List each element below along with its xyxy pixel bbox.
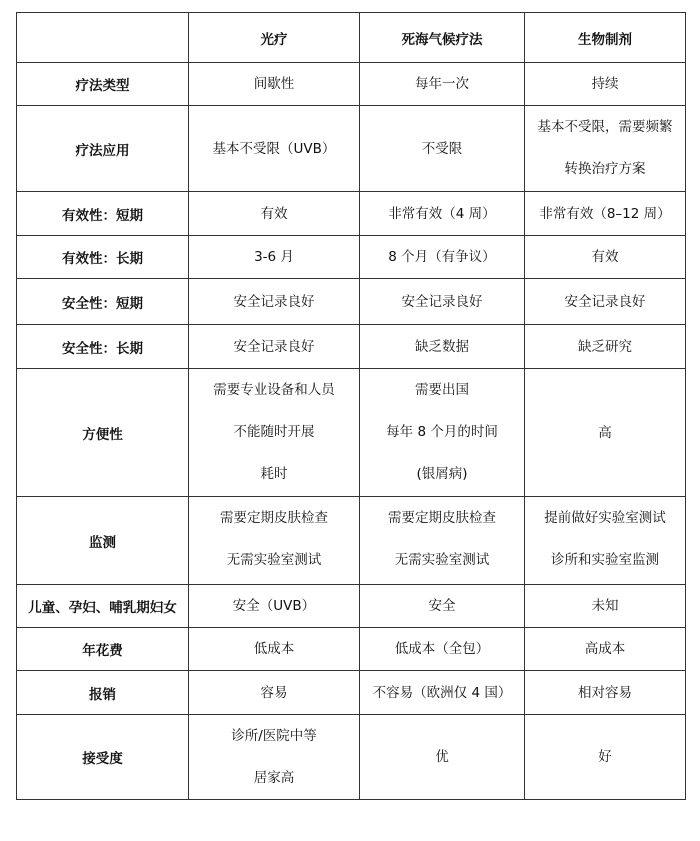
cell-text: 有效 xyxy=(260,205,288,222)
row-label: 疗法类型 xyxy=(17,63,189,106)
table-cell xyxy=(360,628,525,671)
header-biologics: 生物制剂 xyxy=(525,13,686,63)
table-cell xyxy=(525,236,686,279)
table-cell xyxy=(360,671,525,715)
cell-text: 安全记录良好 xyxy=(233,293,315,310)
header-row xyxy=(17,13,686,63)
cell-text: 容易 xyxy=(260,684,288,701)
row-label: 疗法应用 xyxy=(17,106,189,192)
cell-text: 高成本 xyxy=(584,641,626,657)
table-row xyxy=(17,192,686,236)
cell-text: 缺乏数据 xyxy=(415,338,469,355)
cell-text: 缺乏研究 xyxy=(578,338,632,355)
table-cell xyxy=(189,671,360,715)
cell-text: 持续 xyxy=(591,76,619,92)
table-cell xyxy=(525,279,686,325)
cell-text: 安全 xyxy=(428,598,456,614)
table-cell xyxy=(189,236,360,279)
table-row xyxy=(17,585,686,628)
table-row xyxy=(17,671,686,715)
table-row xyxy=(17,325,686,369)
comparison-table xyxy=(16,12,686,800)
cell-text: 居家高 xyxy=(253,770,295,786)
cell-text: 低成本（全包） xyxy=(394,641,490,657)
cell-text: 每年一次 xyxy=(415,76,469,92)
table-cell xyxy=(189,106,360,192)
cell-text: 无需实验室测试 xyxy=(394,552,490,568)
cell-text: 转换治疗方案 xyxy=(564,161,646,177)
table-cell xyxy=(360,236,525,279)
row-label: 儿童、孕妇、哺乳期妇女 xyxy=(17,585,189,628)
cell-text: 安全记录良好 xyxy=(401,293,483,310)
table-cell xyxy=(525,671,686,715)
cell-text: (银屑病) xyxy=(416,466,468,482)
cell-text: 不受限 xyxy=(421,140,463,157)
cell-text: 耗时 xyxy=(260,466,288,482)
table-cell xyxy=(360,279,525,325)
table-cell xyxy=(525,63,686,106)
cell-text: 非常有效（8–12 周） xyxy=(539,205,671,222)
cell-text: 提前做好实验室测试 xyxy=(544,510,666,526)
table-cell xyxy=(525,369,686,497)
table-row xyxy=(17,497,686,585)
table-cell xyxy=(360,497,525,585)
header-corner-cell xyxy=(17,13,189,63)
cell-text: 好 xyxy=(598,749,612,765)
cell-text: 不容易（欧洲仅 4 国） xyxy=(372,684,512,701)
row-label: 安全性：长期 xyxy=(17,325,189,369)
table-cell xyxy=(189,325,360,369)
table-cell xyxy=(189,369,360,497)
cell-text: 无需实验室测试 xyxy=(226,552,322,568)
cell-text: 基本不受限，需要频繁 xyxy=(537,119,673,135)
table-cell xyxy=(360,106,525,192)
table-cell xyxy=(525,106,686,192)
row-label: 安全性：短期 xyxy=(17,279,189,325)
table-cell xyxy=(525,325,686,369)
table-cell xyxy=(189,497,360,585)
table-row xyxy=(17,369,686,497)
row-label: 有效性：短期 xyxy=(17,192,189,236)
table-cell xyxy=(189,585,360,628)
table-cell xyxy=(189,279,360,325)
table-row xyxy=(17,628,686,671)
cell-text: 8 个月（有争议） xyxy=(388,249,496,265)
table-row xyxy=(17,715,686,800)
cell-text: 安全（UVB） xyxy=(232,598,316,614)
table-row xyxy=(17,279,686,325)
cell-text: 非常有效（4 周） xyxy=(388,205,496,222)
cell-text: 每年 8 个月的时间 xyxy=(386,424,498,440)
row-label: 监测 xyxy=(17,497,189,585)
cell-text: 低成本 xyxy=(253,641,295,657)
table-cell xyxy=(360,585,525,628)
cell-text: 不能随时开展 xyxy=(233,424,315,440)
cell-text: 需要出国 xyxy=(415,382,469,398)
header-phototherapy: 光疗 xyxy=(189,13,360,63)
table-cell xyxy=(189,628,360,671)
cell-text: 诊所/医院中等 xyxy=(231,728,317,744)
table-cell xyxy=(525,585,686,628)
cell-text: 相对容易 xyxy=(578,684,632,701)
cell-text: 基本不受限（UVB） xyxy=(212,140,336,157)
table-cell xyxy=(360,325,525,369)
table-cell xyxy=(360,63,525,106)
table-cell xyxy=(525,192,686,236)
table-row xyxy=(17,236,686,279)
table-cell xyxy=(189,715,360,800)
cell-text: 有效 xyxy=(591,249,619,265)
header-dead-sea-climatotherapy: 死海气候疗法 xyxy=(360,13,525,63)
row-label: 有效性：长期 xyxy=(17,236,189,279)
cell-text: 需要定期皮肤检查 xyxy=(220,510,328,526)
row-label: 方便性 xyxy=(17,369,189,497)
table-cell xyxy=(360,192,525,236)
row-label: 年花费 xyxy=(17,628,189,671)
row-label: 接受度 xyxy=(17,715,189,800)
table-cell xyxy=(525,497,686,585)
cell-text: 需要定期皮肤检查 xyxy=(388,510,496,526)
table-cell xyxy=(189,192,360,236)
table-cell xyxy=(525,628,686,671)
cell-text: 间歇性 xyxy=(253,76,295,92)
table-row xyxy=(17,106,686,192)
table-cell xyxy=(525,715,686,800)
cell-text: 高 xyxy=(598,424,612,441)
cell-text: 3-6 月 xyxy=(254,249,294,265)
cell-text: 未知 xyxy=(591,598,619,614)
table-cell xyxy=(189,63,360,106)
table-cell xyxy=(360,715,525,800)
table-cell xyxy=(360,369,525,497)
cell-text: 诊所和实验室监测 xyxy=(551,552,659,568)
cell-text: 需要专业设备和人员 xyxy=(213,382,335,398)
cell-text: 安全记录良好 xyxy=(564,293,646,310)
row-label: 报销 xyxy=(17,671,189,715)
cell-text: 优 xyxy=(435,749,449,765)
cell-text: 安全记录良好 xyxy=(233,338,315,355)
table-row xyxy=(17,63,686,106)
